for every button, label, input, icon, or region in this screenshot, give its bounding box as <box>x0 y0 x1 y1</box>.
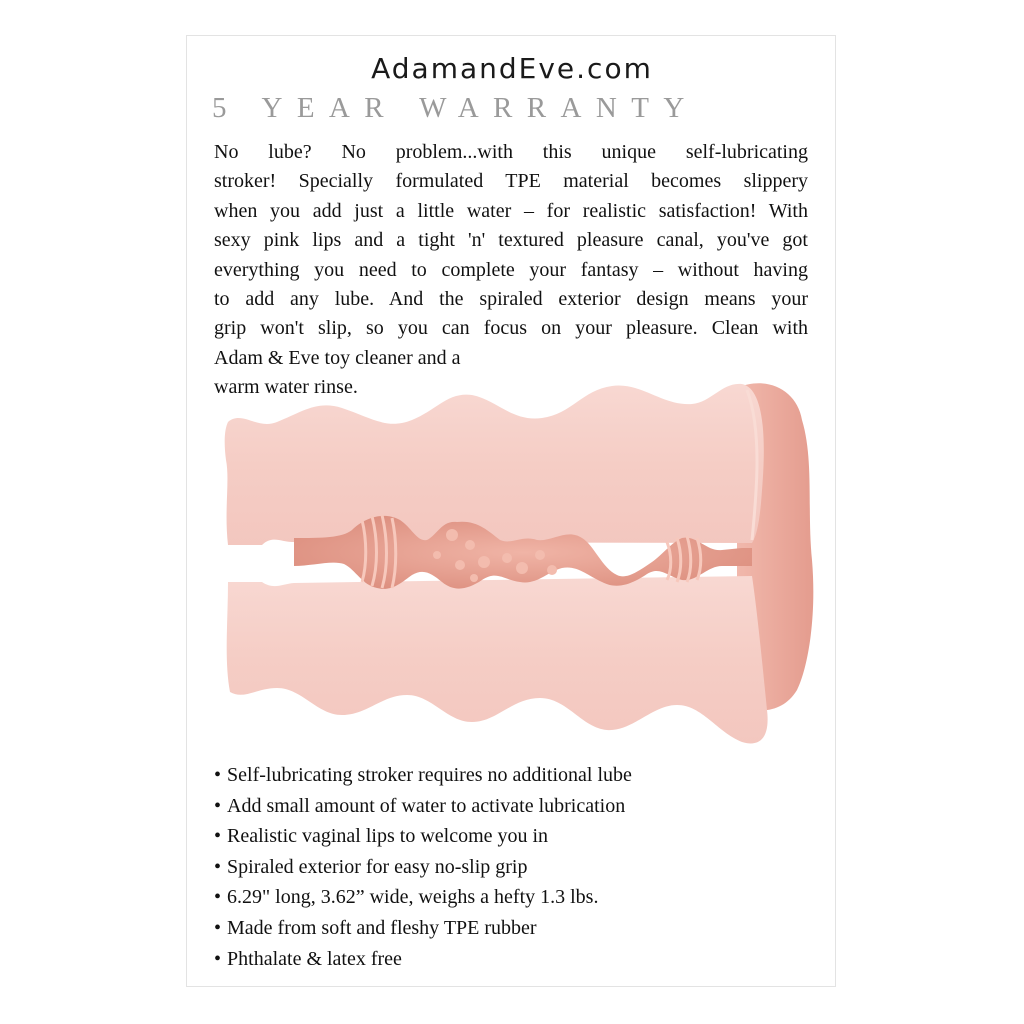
feature-item <box>214 882 814 913</box>
feature-text: Self-lubricating stroker requires no additional lube <box>227 764 632 786</box>
description-line: warm water rinse. <box>214 376 358 399</box>
feature-list <box>214 760 814 974</box>
bullet: • <box>214 794 222 817</box>
bullet: • <box>214 886 222 909</box>
feature-text: Phthalate & latex free <box>227 947 402 970</box>
description-line: stroker! Specially formulated TPE material becomes slippery <box>214 170 808 193</box>
feature-item <box>214 791 814 822</box>
feature-text: 6.29" long, 3.62” wide, weighs a hefty 1.3 lbs. <box>227 886 599 909</box>
feature-item <box>214 821 814 852</box>
bullet: • <box>214 947 222 970</box>
feature-text: Made from soft and fleshy TPE rubber <box>227 916 537 939</box>
feature-item <box>214 944 814 975</box>
brand-title: AdamandEve.com <box>371 52 653 85</box>
feature-text: Add small amount of water to activate lubrication <box>227 794 626 817</box>
feature-item <box>214 913 814 944</box>
description-line: No lube? No problem...with this unique self-lubricating <box>214 141 808 163</box>
description-line: when you add just a little water – for realistic satisfaction! With <box>214 199 808 222</box>
feature-item <box>214 760 814 791</box>
feature-text: Realistic vaginal lips to welcome you in <box>227 825 549 848</box>
bullet: • <box>214 916 222 939</box>
bullet: • <box>214 825 222 848</box>
bullet: • <box>214 855 222 878</box>
description-line: Adam & Eve toy cleaner and a <box>214 346 461 369</box>
warranty-heading: 5 YEAR WARRANTY <box>212 92 699 124</box>
body-upper <box>225 384 764 545</box>
description-line: grip won't slip, so you can focus on your pleasure. Clean with <box>214 317 808 340</box>
description-line: to add any lube. And the spiraled exterior design means your <box>214 288 808 311</box>
product-description <box>214 138 808 403</box>
product-cross-section-image <box>222 370 822 750</box>
description-line: sexy pink lips and a tight 'n' textured pleasure canal, you've got <box>214 229 808 252</box>
body-lower <box>227 576 768 743</box>
feature-text: Spiraled exterior for easy no-slip grip <box>227 855 528 878</box>
description-line: everything you need to complete your fantasy – without having <box>214 258 808 281</box>
bullet: • <box>214 764 222 786</box>
feature-item <box>214 852 814 883</box>
